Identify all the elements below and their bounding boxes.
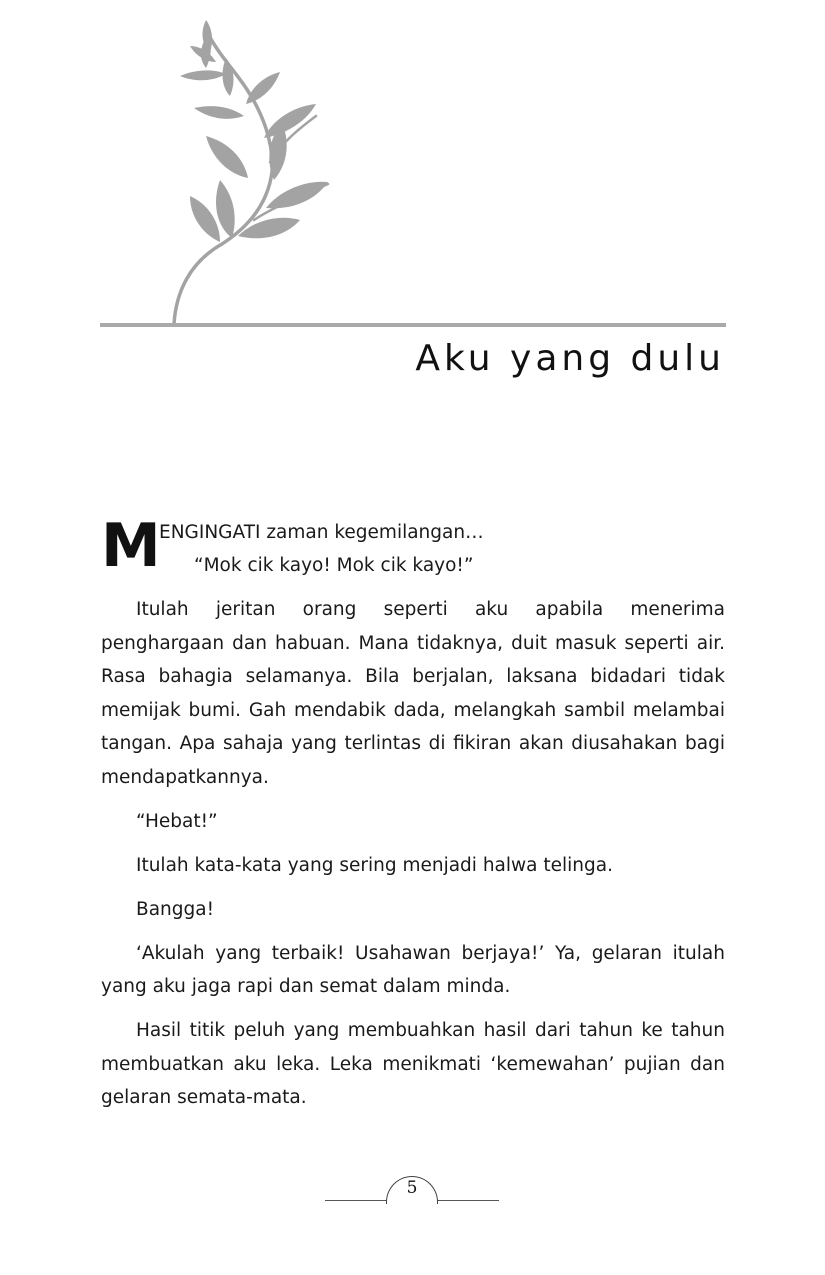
- page-footer: [325, 1172, 499, 1204]
- paragraph: Bangga!: [136, 898, 214, 920]
- drop-cap: M: [101, 511, 159, 581]
- paragraph: Hasil titik peluh yang membuahkan hasil dari tahun ke tahun membuatkan aku leka. Leka menikmati ‘kemewahan’ pujian dan gelaran semata-mata.: [101, 1020, 725, 1108]
- paragraph: ‘Akulah yang terbaik! Usahawan berjaya!’ Ya, gelaran itulah yang aku jaga rapi dan semat dalam minda.: [101, 942, 725, 997]
- chapter-title: Aku yang dulu: [415, 338, 725, 379]
- leaf-branch-icon: [150, 12, 350, 328]
- page-number: 5: [406, 1178, 418, 1198]
- paragraph: Itulah jeritan orang seperti aku apabila menerima penghargaan dan habuan. Mana tidaknya, duit masuk seperti air. Rasa bahagia selamanya. Bila berjalan, laksana bidadari tidak memijak bumi. Gah mendabik dada, melangkah sambil melambai tangan. Apa sahaja yang terlintas di fikiran akan diusahakan bagi mendapatkannya.: [101, 599, 725, 788]
- opening-quote: “Mok cik kayo! Mok cik kayo!”: [194, 555, 474, 576]
- chapter-body: [101, 511, 725, 1125]
- paragraph: “Hebat!”: [136, 810, 218, 832]
- opening-block: [101, 511, 725, 582]
- paragraph: Itulah kata-kata yang sering menjadi halwa telinga.: [136, 854, 613, 876]
- header-divider: [100, 323, 726, 327]
- opening-line: ENGINGATI zaman kegemilangan…: [159, 522, 484, 543]
